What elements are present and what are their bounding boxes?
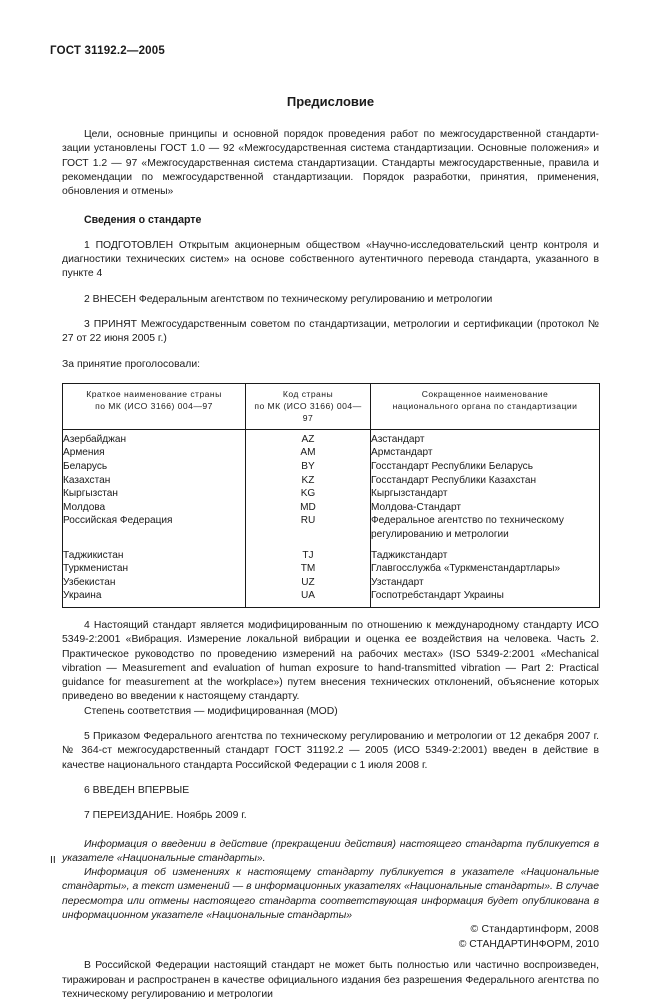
table-cell-country [63, 528, 245, 542]
table-cell-code: KG [300, 488, 316, 500]
clause-3-adopted-by: 3 ПРИНЯТ Межгосударственным советом по стандартизации, метрологии и сертификации (протокол № 27 от 22 июня 2005 г.) [62, 318, 599, 345]
table-header-row [63, 383, 600, 429]
table-cell-country: Туркменистан [63, 563, 129, 575]
clause-5-order: 5 Приказом Федерального агентства по техническому регулированию и метрологии от 12 декабря 2007 г. № 364-ст межгосударственный стандарт ГОСТ 31192.2 — 2005 (ИСО 5349-2:2001) введен в действие в качестве национального стандарта Российской Федерации с 1 июля 2008 г. [62, 731, 599, 771]
table-cell-body: Кыргызстандарт [371, 488, 448, 500]
table-cell-country: Беларусь [63, 461, 108, 473]
table-cell-code: AZ [301, 433, 315, 445]
column-header-code [246, 383, 371, 429]
table-cell-country: Узбекистан [63, 576, 116, 588]
column-header-body-line1: Сокращенное наименование [421, 388, 549, 399]
table-cell-country: Казахстан [63, 474, 111, 486]
voting-countries-table [62, 383, 600, 608]
table-row [63, 429, 600, 607]
table-cell-body: Узстандарт [371, 576, 424, 588]
table-cell-code: UA [300, 590, 316, 602]
table-cell-country: Таджикистан [63, 549, 124, 561]
column-header-country-line2: по МК (ИСО 3166) 004—97 [95, 400, 213, 411]
clause-7-reissue: 7 ПЕРЕИЗДАНИЕ. Ноябрь 2009 г. [84, 810, 247, 822]
body-column-cell [371, 429, 600, 607]
table-row-spacer [246, 542, 370, 549]
notice-introduction-info: Информация о введении в действие (прекращении действия) настоящего стандарта публикуется в указателе «Национальные стандарты». [62, 838, 599, 864]
table-cell-code: KZ [301, 474, 315, 486]
table-cell-country: Российская Федерация [63, 515, 173, 527]
clause-1-prepared-by: 1 ПОДГОТОВЛЕН Открытым акционерным обществом «Научно-исследовательский центр контроля и диагностики технических систем» на основе собственного аутентичного перевода стандарта, указанного в пункте 4 [62, 239, 599, 280]
table-cell-country: Украина [63, 590, 102, 602]
table-cell-code: UZ [301, 576, 315, 588]
code-column-cell [246, 429, 371, 607]
copyright-2008: © Стандартинформ, 2008 [470, 924, 599, 936]
column-header-country-line1: Краткое наименование страны [86, 388, 222, 399]
table-cell-country: Кыргызстан [63, 488, 118, 500]
table-cell-code: TM [300, 563, 316, 575]
table-cell-body: Азстандарт [371, 433, 425, 445]
conformity-degree: Степень соответствия — модифицированная (MOD) [84, 705, 338, 717]
column-header-body [371, 383, 600, 429]
vote-lead-in: За принятие проголосовали: [62, 358, 201, 370]
table-cell-code: MD [300, 501, 316, 513]
country-column-cell [63, 429, 246, 607]
page-title: Предисловие [286, 94, 375, 109]
table-cell-code [246, 528, 370, 542]
table-cell-code: AM [300, 447, 316, 459]
table-cell-body: Федеральное агентство по техническому [371, 515, 564, 527]
table-cell-body: Таджикстандарт [371, 549, 448, 561]
clause-2-submitted-by: 2 ВНЕСЕН Федеральным агентством по техническому регулированию и метрологии [84, 293, 493, 305]
table-cell-body: Госстандарт Республики Казахстан [371, 474, 537, 486]
notice-amendments-info: Информация об изменениях к настоящему стандарту публикуется в указателе «Национальные стандарты», а текст изменений — в информационных указателях «Национальные стандарты». В случае пересмотра или отмены настоящего стандарта соответствующая информация будет опубликована в информационном указателе «Национальные стандарты» [62, 867, 599, 922]
clause-4-modification: 4 Настоящий стандарт является модифицированным по отношению к международному стандарту ИСО 5349-2:2001 «Вибрация. Измерение локальной вибрации и оценка ее воздействия на человека. Часть 2. Практическое руководство по проведению измерений на рабочих местах» (ISO 5349-2:2001 «Mechanical vibration — Measurement and evaluation of human exposure to hand-transmitted vibration — Part 2: Practical guidance for measurement at the workplace») путем внесения технических отклонений, объяснение которых приведено во введении к настоящему стандарту. [62, 619, 599, 703]
table-cell-country: Азербайджан [63, 433, 127, 445]
table-cell-code: RU [300, 515, 316, 527]
document-body [62, 128, 599, 1002]
page-number: II [50, 855, 56, 866]
table-cell-body: Армстандарт [371, 447, 433, 459]
standard-info-heading: Сведения о стандарте [84, 214, 202, 227]
clause-6-first-introduction: 6 ВВЕДЕН ВПЕРВЫЕ [84, 784, 190, 796]
table-cell-body: Главгосслужба «Туркменстандартлары» [371, 563, 561, 575]
table-cell-body: Молдова-Стандарт [371, 501, 462, 513]
copyright-block [62, 923, 599, 952]
table-row-spacer [63, 542, 245, 549]
table-cell-code: TJ [302, 549, 314, 561]
table-row-spacer [371, 542, 599, 549]
document-code: ГОСТ 31192.2—2005 [50, 45, 165, 57]
table-cell-body: Госпотребстандарт Украины [371, 590, 504, 602]
table-cell-code: BY [301, 461, 315, 473]
reproduction-notice: В Российской Федерации настоящий стандарт не может быть полностью или частично воспроизведен, тиражирован и распространен в качестве официального издания без разрешения Федерального агентства по техническому регулированию и метрологии [62, 960, 599, 1000]
column-header-code-line2: по МК (ИСО 3166) 004—97 [254, 400, 362, 423]
table-cell-body: регулированию и метрологии [371, 529, 509, 541]
column-header-country [63, 383, 246, 429]
table-body [63, 429, 600, 607]
column-header-body-line2: национального органа по стандартизации [392, 400, 578, 411]
column-header-code-line1: Код страны [282, 388, 334, 399]
table-cell-country: Молдова [63, 501, 106, 513]
copyright-2010: © СТАНДАРТИНФОРМ, 2010 [458, 938, 599, 950]
table-cell-country: Армения [63, 447, 105, 459]
table-cell-body: Госстандарт Республики Беларусь [371, 461, 533, 473]
intro-paragraph: Цели, основные принципы и основной порядок проведения работ по межгосударственной стандартизации установлены ГОСТ 1.0 — 92 «Межгосударственная система стандартизации. Основные положения» и ГОСТ 1.2 — 97 «Межгосударственная система стандартизации. Стандарты межгосударственные, правила и рекомендации по межгосударственной стандартизации. Порядок разработки, принятия, применения, обновления и отмены» [62, 129, 599, 198]
table-head [63, 383, 600, 429]
